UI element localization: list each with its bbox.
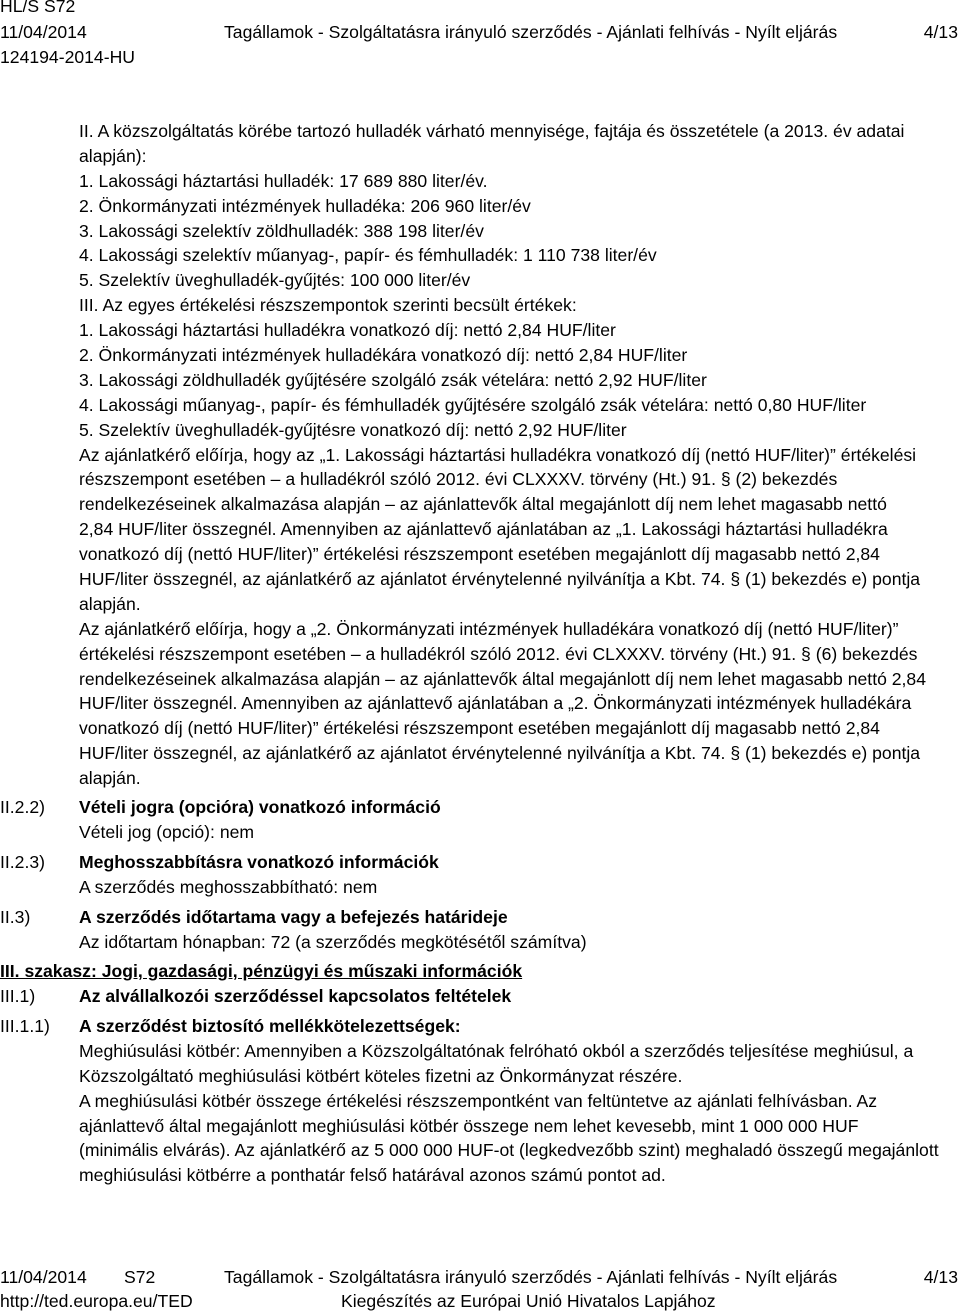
body-line: HUF/liter összegnél, az ajánlatkérő az ajánlatot érvénytelenné nyilvánítja a Kbt. 74. § (1) bekezdés e) pontja — [79, 743, 921, 764]
footer-page-number: 4/13 — [923, 1267, 958, 1287]
body-line: rendelkezéseinek alkalmazása alapján – az ajánlattevők által megajánlott díj nem lehet magasabb nettó — [79, 494, 887, 515]
body-line: Az ajánlatkérő előírja, hogy az „1. Lakossági háztartási hulladékra vonatkozó díj (nettó HUF/liter)” értékelési — [79, 444, 917, 465]
section-line: Vételi jog (opció): nem — [79, 821, 255, 842]
section-subcontract — [0, 984, 960, 1009]
section-number: II.2.3) — [0, 852, 45, 872]
section-heading: A szerződés időtartama vagy a befejezés határideje — [79, 907, 508, 927]
footer-date: 11/04/2014 — [0, 1267, 87, 1287]
section-line: Az időtartam hónapban: 72 (a szerződés megkötésétől számítva) — [79, 931, 587, 952]
footer-issue: S72 — [124, 1267, 156, 1287]
section-duration — [0, 905, 960, 955]
body-line: értékelési részszempont esetében – a hulladékról szóló 2012. évi CLXXXV. törvény (Ht.) 91. § (6) bekezdés — [79, 643, 918, 664]
body-line: alapján. — [79, 593, 141, 614]
section-line: A meghiúsulási kötbér összege értékelési részszempontként van feltüntetve az ajánlati felhívásban. Az — [79, 1090, 878, 1111]
section-heading: Meghosszabbításra vonatkozó információk — [79, 852, 439, 872]
header-date: 11/04/2014 — [0, 22, 87, 42]
body-line: HUF/liter összegnél. Amennyiben az ajánlattevő ajánlatában a „2. Önkormányzati intézmények hulladékára — [79, 693, 912, 714]
body-line: alapján): — [79, 145, 147, 166]
body-line: HUF/liter összegnél, az ajánlatkérő az ajánlatot érvénytelenné nyilvánítja a Kbt. 74. § (1) bekezdés e) pontja — [79, 569, 921, 590]
footer-url: http://ted.europa.eu/TED — [0, 1291, 193, 1311]
body-line: 5. Szelektív üveghulladék-gyűjtés: 100 000 liter/év — [79, 270, 471, 291]
section-line: ajánlattevő által megajánlott meghiúsulási kötbér összege nem lehet kevesebb, mint 1 000 000 HUF — [79, 1115, 859, 1136]
footer-publication: Kiegészítés az Európai Unió Hivatalos Lapjához — [341, 1291, 716, 1311]
body-line: 2,84 HUF/liter összegnél. Amennyiben az ajánlattevő ajánlatában az „1. Lakossági háztartási hulladékra — [79, 519, 888, 540]
section-number: II.3) — [0, 907, 31, 927]
body-line: 2. Önkormányzati intézmények hulladéka: 206 960 liter/év — [79, 195, 531, 216]
section-line: A szerződés meghosszabbítható: nem — [79, 876, 378, 897]
body-line: rendelkezéseinek alkalmazása alapján – az ajánlattevők által megajánlott díj nem lehet magasabb nettó 2,84 — [79, 668, 926, 689]
body-line: 2. Önkormányzati intézmények hulladékára vonatkozó díj: nettó 2,84 HUF/liter — [79, 345, 688, 366]
body-line: 1. Lakossági háztartási hulladékra vonatkozó díj: nettó 2,84 HUF/liter — [79, 320, 616, 341]
section-guarantees — [0, 1014, 960, 1188]
body-line: 3. Lakossági szelektív zöldhulladék: 388 198 liter/év — [79, 220, 484, 241]
section-line: Közszolgáltató meghiúsulási kötbért köteles fizetni az Önkormányzat részére. — [79, 1065, 683, 1086]
section-number: III.1) — [0, 986, 36, 1006]
header-doc-code: HL/S S72 — [0, 0, 76, 16]
section-number: II.2.2) — [0, 797, 45, 817]
body-line: 3. Lakossági zöldhulladék gyűjtésére szolgáló zsák vételára: nettó 2,92 HUF/liter — [79, 369, 707, 390]
footer-title: Tagállamok - Szolgáltatásra irányuló szerződés - Ajánlati felhívás - Nyílt eljárás — [224, 1267, 838, 1287]
section-line: Meghiúsulási kötbér: Amennyiben a Közszolgáltatónak felróható okból a szerződés teljesítése meghiúsul, a — [79, 1040, 914, 1061]
body-text — [79, 119, 926, 791]
header-title: Tagállamok - Szolgáltatásra irányuló szerződés - Ajánlati felhívás - Nyílt eljárás — [224, 22, 838, 42]
section-heading: A szerződést biztosító mellékkötelezettségek: — [79, 1016, 461, 1036]
body-line: 4. Lakossági műanyag-, papír- és fémhulladék gyűjtésére szolgáló zsák vételára: nettó 0,80 HUF/liter — [79, 394, 867, 415]
body-line: 5. Szelektív üveghulladék-gyűjtésre vonatkozó díj: nettó 2,92 HUF/liter — [79, 419, 627, 440]
section-heading: Az alvállalkozói szerződéssel kapcsolatos feltételek — [79, 986, 512, 1006]
body-line: Az ajánlatkérő előírja, hogy a „2. Önkormányzati intézmények hulladékára vonatkozó díj (nettó HUF/liter)” — [79, 618, 899, 639]
section-line: meghiúsulási kötbérre a ponthatár felső határával azonos számú pontot ad. — [79, 1165, 666, 1186]
body-line: részszempont esetében – a hulladékról szóló 2012. évi CLXXXV. törvény (Ht.) 91. § (2) bekezdés — [79, 469, 838, 490]
header-notice-id: 124194-2014-HU — [0, 47, 135, 67]
body-line: 1. Lakossági háztartási hulladék: 17 689 880 liter/év. — [79, 170, 488, 191]
body-line: vonatkozó díj (nettó HUF/liter)” értékelési részszempont esetében megajánlott díj magasabb nettó 2,84 — [79, 718, 880, 739]
body-line: vonatkozó díj (nettó HUF/liter)” értékelési részszempont esetében megajánlott díj magasabb nettó 2,84 — [79, 544, 880, 565]
section-renewal — [0, 850, 960, 900]
body-line: III. Az egyes értékelési részszempontok szerinti becsült értékek: — [79, 295, 577, 316]
body-line: 4. Lakossági szelektív műanyag-, papír- és fémhulladék: 1 110 738 liter/év — [79, 245, 657, 266]
section-option — [0, 795, 960, 845]
body-line: alapján. — [79, 768, 141, 789]
section-line: (minimális elvárás). Az ajánlatkérő az 5 000 000 HUF-ot (legkedvezőbb szint) meghaladó összegű megajánlott — [79, 1140, 939, 1161]
section-number: III.1.1) — [0, 1016, 50, 1036]
section-heading: Vételi jogra (opcióra) vonatkozó információ — [79, 797, 441, 817]
header-page-number: 4/13 — [923, 22, 958, 42]
part-iii — [0, 959, 960, 984]
body-line: II. A közszolgáltatás körébe tartozó hulladék várható mennyisége, fajtája és összetétele (a 2013. év adatai — [79, 121, 905, 141]
part-heading: III. szakasz: Jogi, gazdasági, pénzügyi és műszaki információk — [0, 961, 523, 981]
